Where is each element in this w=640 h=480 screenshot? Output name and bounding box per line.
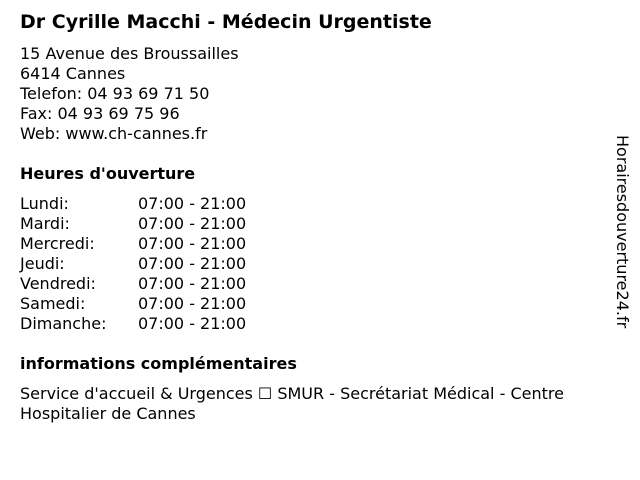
phone-number: Telefon: 04 93 69 71 50 <box>20 84 210 103</box>
hours-row-sunday <box>20 314 590 334</box>
hours-time: 07:00 - 21:00 <box>138 214 247 233</box>
hours-day: Vendredi: <box>20 274 96 293</box>
hours-time: 07:00 - 21:00 <box>138 234 247 253</box>
additional-info-heading: informations complémentaires <box>20 354 297 373</box>
hours-day: Lundi: <box>20 194 69 213</box>
hours-row-monday <box>20 194 590 214</box>
hours-time: 07:00 - 21:00 <box>138 314 247 333</box>
fax-number: Fax: 04 93 69 75 96 <box>20 104 180 123</box>
hours-row-friday <box>20 274 590 294</box>
page-title: Dr Cyrille Macchi - Médecin Urgentiste <box>20 11 432 33</box>
opening-hours-heading: Heures d'ouverture <box>20 164 196 183</box>
hours-day: Mardi: <box>20 214 70 233</box>
hours-day: Mercredi: <box>20 234 95 253</box>
hours-day: Jeudi: <box>20 254 65 273</box>
hours-row-thursday <box>20 254 590 274</box>
listing-card <box>20 0 590 424</box>
opening-hours-table <box>20 194 590 334</box>
hours-time: 07:00 - 21:00 <box>138 194 247 213</box>
hours-row-wednesday <box>20 234 590 254</box>
hours-time: 07:00 - 21:00 <box>138 254 247 273</box>
hours-time: 07:00 - 21:00 <box>138 294 247 313</box>
hours-day: Samedi: <box>20 294 86 313</box>
hours-day: Dimanche: <box>20 314 107 333</box>
site-watermark: Horairesdouverture24.fr <box>613 135 632 329</box>
city: 6414 Cannes <box>20 64 126 83</box>
hours-row-tuesday <box>20 214 590 234</box>
additional-info-text: Service d'accueil & Urgences ☐ SMUR - Secrétariat Médical - Centre Hospitalier de Cannes <box>20 384 564 423</box>
street-address: 15 Avenue des Broussailles <box>20 44 239 63</box>
hours-time: 07:00 - 21:00 <box>138 274 247 293</box>
hours-row-saturday <box>20 294 590 314</box>
address-block <box>20 44 590 144</box>
website: Web: www.ch-cannes.fr <box>20 124 208 143</box>
